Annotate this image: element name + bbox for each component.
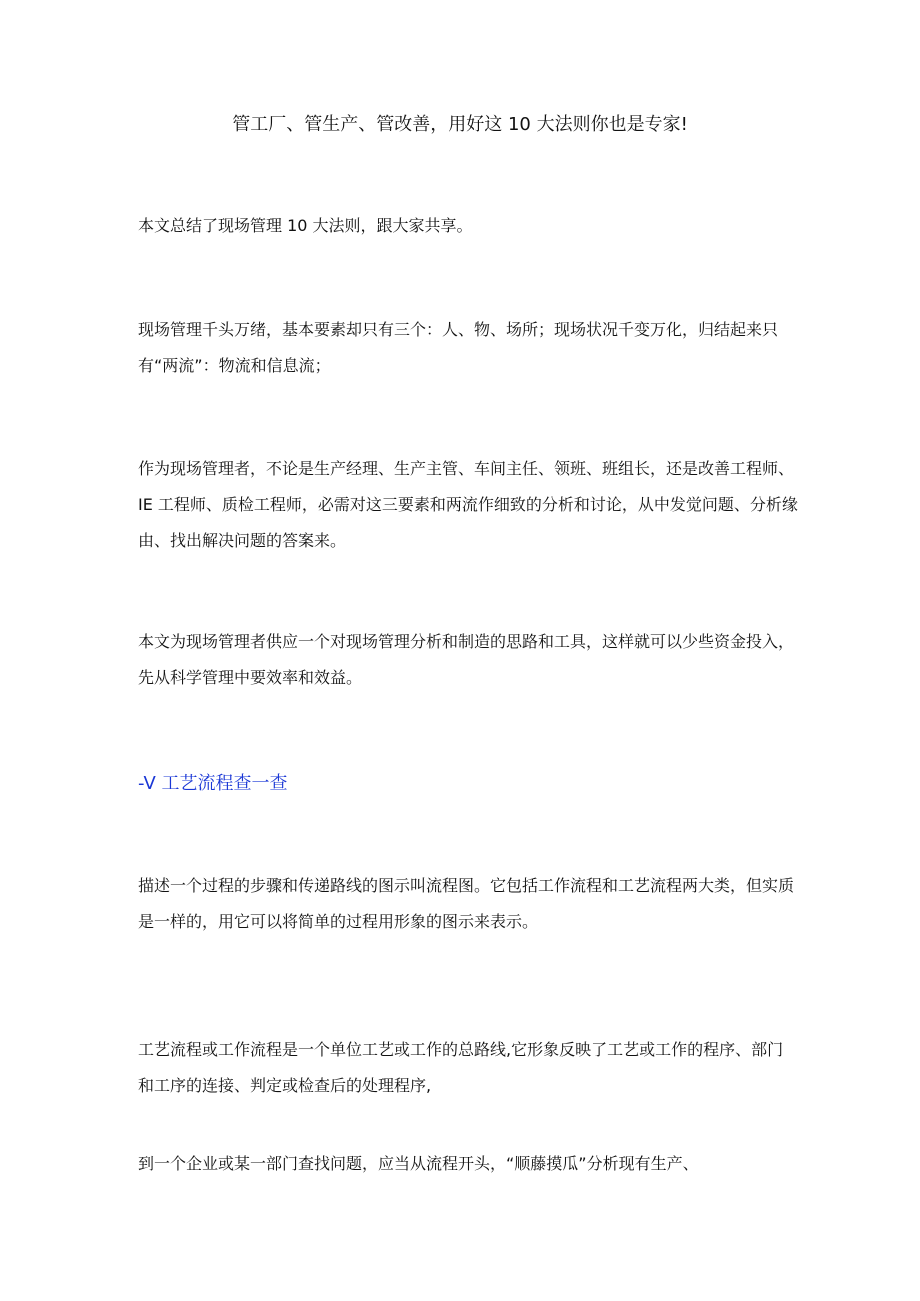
paragraph-process-flow: 工艺流程或工作流程是一个单位工艺或工作的总路线,它形象反映了工艺或工作的程序、部门和工序的连接、判定或检查后的处理程序,	[138, 1040, 784, 1095]
paragraph-elements: 现场管理千头万绪，基本要素却只有三个：人、物、场所；现场状况千变万化，归结起来只有“两流”：物流和信息流；	[138, 320, 779, 375]
paragraph-intro: 本文总结了现场管理 10 大法则，跟大家共享。	[138, 216, 473, 235]
paragraph-purpose: 本文为现场管理者供应一个对现场管理分析和制造的思路和工具，这样就可以少些资金投入，先从科学管理中要效率和效益。	[138, 632, 795, 687]
paragraph-find-problems: 到一个企业或某一部门查找问题，应当从流程开头，“顺藤摸瓜”分析现有生产、	[138, 1154, 699, 1173]
paragraph-flowchart-definition: 描述一个过程的步骤和传递路线的图示叫流程图。它包括工作流程和工艺流程两大类，但实质是一样的，用它可以将简单的过程用形象的图示来表示。	[138, 876, 795, 931]
paragraph-manager-roles: 作为现场管理者，不论是生产经理、生产主管、车间主任、领班、班组长，还是改善工程师、IE 工程师、质检工程师，必需对这三要素和两流作细致的分析和讨论，从中发觉问题、分析缘由、找出解决问题的答案来。	[138, 459, 798, 550]
document-title: 管工厂、管生产、管改善，用好这 10 大法则你也是专家!	[232, 114, 688, 135]
section-heading: -V 工艺流程查一查	[138, 773, 288, 794]
